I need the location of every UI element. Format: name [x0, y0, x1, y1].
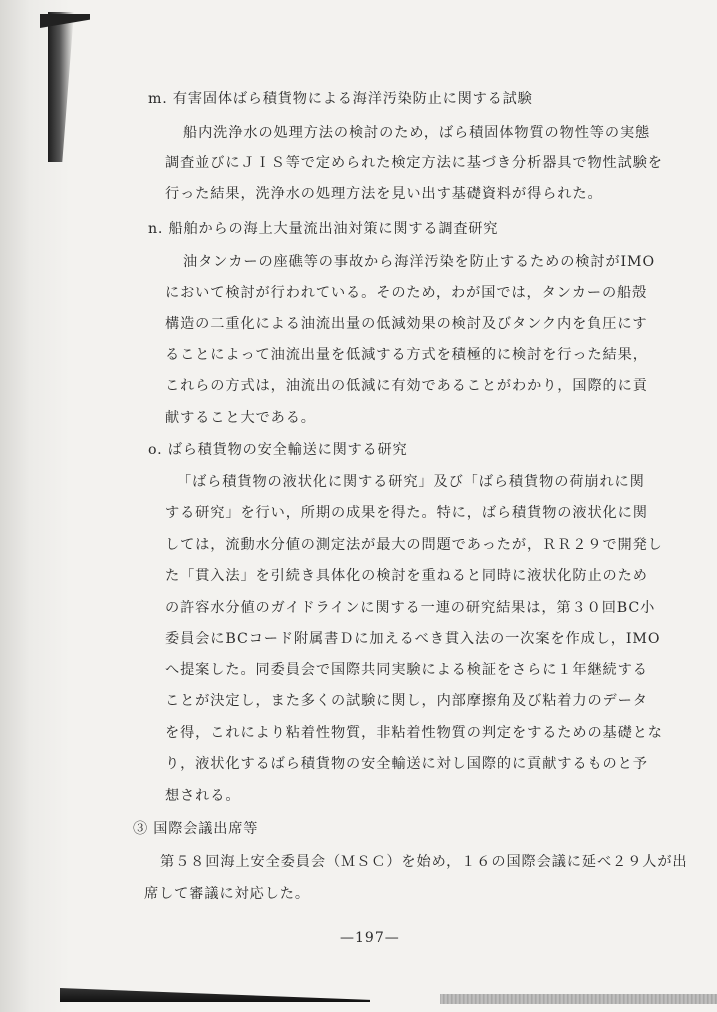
paragraph-line: 第５８回海上安全委員会（ＭＳＣ）を始め，１６の国際会議に延べ２９人が出: [160, 854, 688, 870]
page-number: —197—: [340, 930, 400, 946]
paragraph-line: 席して審議に対応した。: [144, 886, 310, 902]
paragraph-line: 調査並びにＪＩＳ等で定められた検定方法に基づき分析器具で物性試験を: [165, 155, 663, 171]
scan-bottom-edge-left: [60, 988, 370, 1002]
heading-n: n. 船舶からの海上大量流出油対策に関する調査研究: [148, 221, 499, 237]
paragraph-line: の許容水分値のガイドラインに関する一連の研究結果は，第３０回BC小: [165, 600, 656, 616]
heading-section-3: ③ 国際会議出席等: [133, 821, 259, 837]
heading-o: o. ばら積貨物の安全輸送に関する研究: [148, 442, 408, 458]
paragraph-line: ることによって油流出量を低減する方式を積極的に検討を行った結果，: [165, 347, 648, 363]
paragraph-line: 構造の二重化による油流出量の低減効果の検討及びタンク内を負圧にす: [165, 316, 648, 332]
paragraph-line: 想される。: [165, 788, 241, 804]
paragraph-line: り，液状化するばら積貨物の安全輸送に対し国際的に貢献するものと予: [165, 756, 648, 772]
paragraph-line: しては，流動水分値の測定法が最大の問題であったが，ＲＲ２９で開発し: [165, 537, 663, 553]
paragraph-line: これらの方式は，油流出の低減に有効であることがわかり，国際的に貢: [165, 378, 648, 394]
paragraph-line: において検討が行われている。そのため，わが国では，タンカーの船殻: [165, 285, 648, 301]
paragraph-line: 行った結果，洗浄水の処理方法を見い出す基礎資料が得られた。: [165, 186, 603, 202]
paragraph-line: 油タンカーの座礁等の事故から海洋汚染を防止するための検討がIMO: [183, 254, 656, 270]
paragraph-line: する研究」を行い，所期の成果を得た。特に，ばら積貨物の液状化に関: [165, 505, 648, 521]
paragraph-line: を得，これにより粘着性物質，非粘着性物質の判定をするための基礎とな: [165, 725, 663, 741]
heading-m: m. 有害固体ばら積貨物による海洋汚染防止に関する試験: [148, 91, 533, 107]
paragraph-line: ことが決定し，また多くの試験に関し，内部摩擦角及び粘着力のデータ: [165, 693, 648, 709]
paragraph-line: 「ばら積貨物の液状化に関する研究」及び「ばら積貨物の荷崩れに関: [177, 474, 645, 490]
paragraph-line: へ提案した。同委員会で国際共同実験による検証をさらに１年継続する: [165, 662, 648, 678]
paragraph-line: 献すること大である。: [165, 410, 316, 426]
scan-shadow-left: [0, 0, 90, 1012]
paragraph-line: 船内洗浄水の処理方法の検討のため，ばら積固体物質の物性等の実態: [183, 125, 651, 141]
paragraph-line: 委員会にBCコード附属書Ｄに加えるべき貫入法の一次案を作成し，IMO: [165, 631, 661, 647]
paragraph-line: た「貫入法」を引続き具体化の検討を重ねると同時に液状化防止のため: [165, 568, 648, 584]
scan-bottom-edge-right: [440, 994, 717, 1004]
